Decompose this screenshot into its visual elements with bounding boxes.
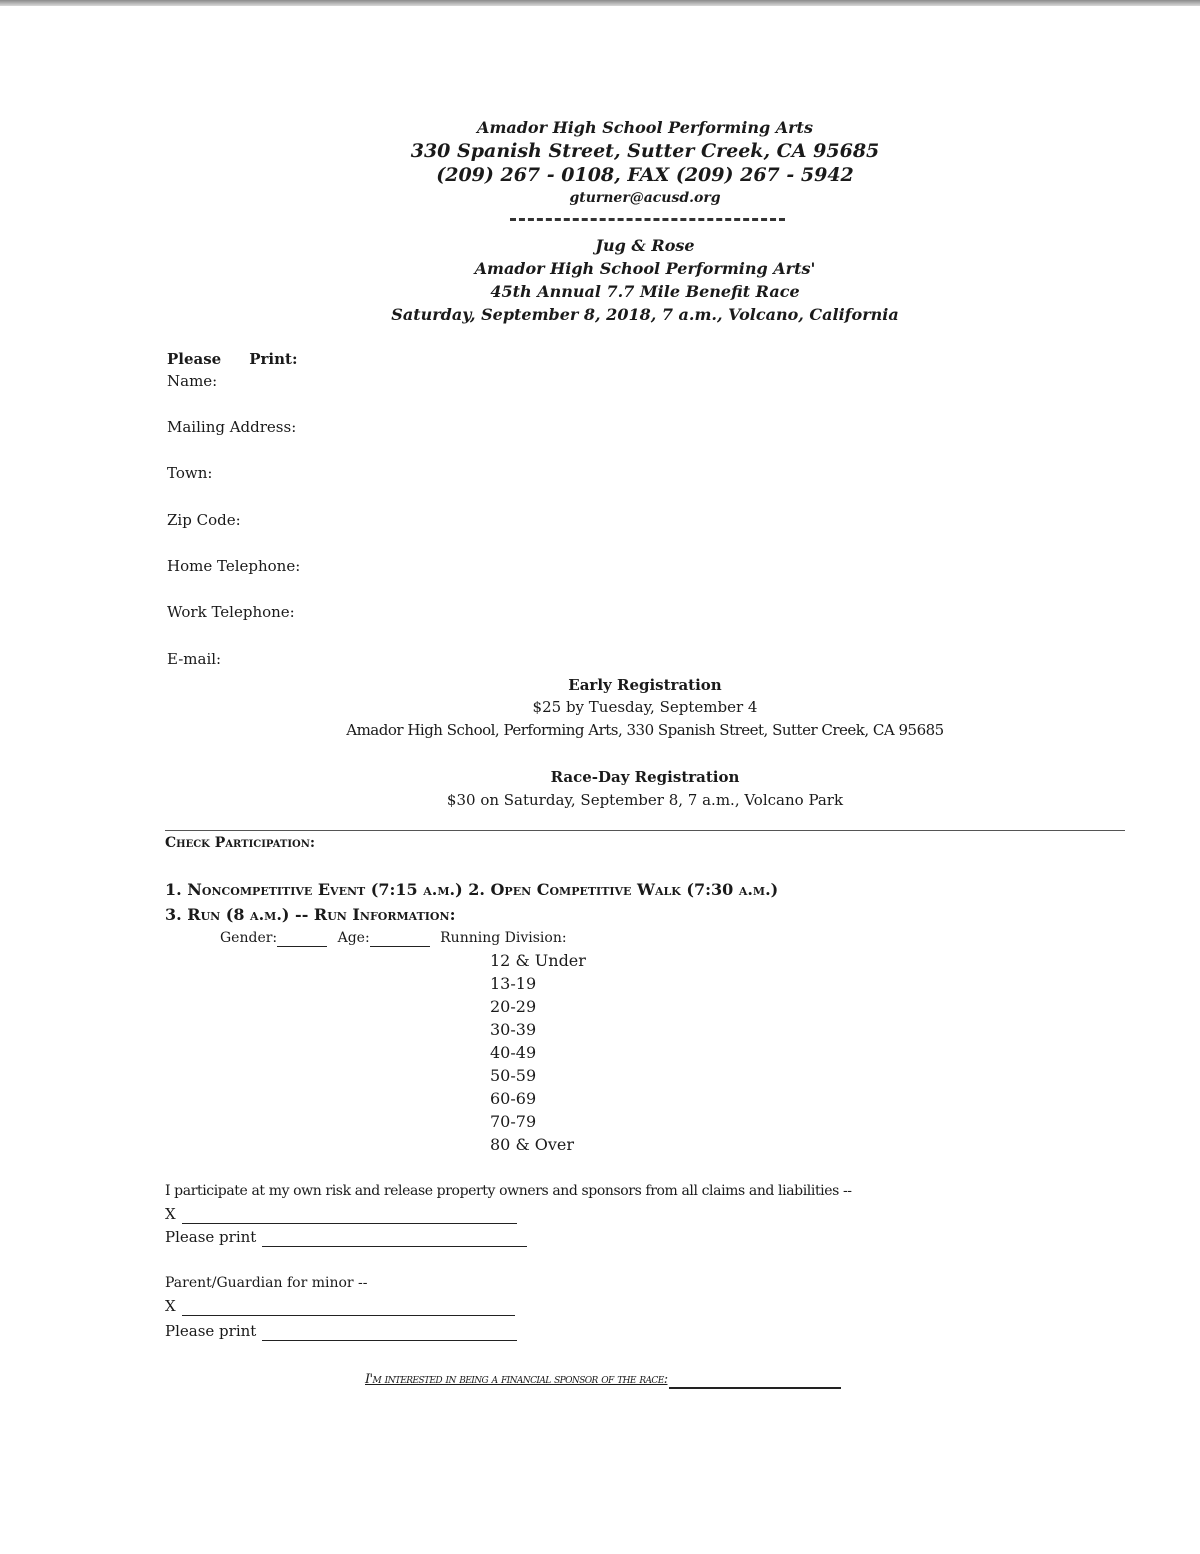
print-word: Print:: [249, 350, 298, 368]
age-blank[interactable]: [370, 930, 430, 947]
email-field[interactable]: E-mail:: [167, 650, 222, 668]
event-date: Saturday, September 8, 2018, 7 a.m., Volcano, California: [391, 305, 899, 324]
division-option[interactable]: 30-39: [490, 1020, 537, 1039]
participation-options-line2[interactable]: 3. Run (8 a.m.) -- Run Information:: [165, 905, 456, 924]
please-word: Please: [167, 350, 222, 368]
home-telephone-field[interactable]: Home Telephone:: [167, 557, 301, 575]
org-phone: (209) 267 - 0108, FAX (209) 267 - 5942: [436, 164, 854, 186]
guardian-print-line[interactable]: [165, 1322, 517, 1341]
raceday-registration-title: Race-Day Registration: [550, 768, 740, 786]
please-print-label: [167, 350, 298, 368]
division-option[interactable]: 70-79: [490, 1112, 537, 1131]
signature-line[interactable]: [165, 1205, 517, 1224]
division-option[interactable]: 60-69: [490, 1089, 537, 1108]
org-address: 330 Spanish Street, Sutter Creek, CA 95685: [410, 140, 880, 162]
event-name: Jug & Rose: [595, 236, 695, 255]
division-option[interactable]: 40-49: [490, 1043, 537, 1062]
event-org: Amador High School Performing Arts': [474, 259, 816, 278]
division-option[interactable]: 80 & Over: [490, 1135, 575, 1154]
guardian-please-print-label: Please print: [165, 1322, 257, 1340]
division-option[interactable]: 20-29: [490, 997, 537, 1016]
early-registration-fee: $25 by Tuesday, September 4: [532, 698, 758, 716]
work-telephone-field[interactable]: Work Telephone:: [167, 603, 295, 621]
org-email: gturner@acusd.org: [569, 190, 721, 206]
name-field[interactable]: Name:: [167, 372, 218, 390]
division-option[interactable]: 12 & Under: [490, 951, 586, 970]
run-info-row: [220, 930, 567, 947]
sponsor-label: I'm interested in being a financial sponsor of the race:: [365, 1372, 668, 1387]
signature-blank[interactable]: [182, 1205, 517, 1224]
guardian-signature-blank[interactable]: [182, 1297, 515, 1316]
waiver-statement: I participate at my own risk and release property owners and sponsors from all claims and liabilities --: [165, 1183, 852, 1199]
print-name-blank[interactable]: [262, 1228, 527, 1247]
mailing-address-field[interactable]: Mailing Address:: [167, 418, 297, 436]
header-divider: [510, 218, 785, 221]
participation-options-line1[interactable]: 1. Noncompetitive Event (7:15 a.m.) 2. Open Competitive Walk (7:30 a.m.): [165, 880, 779, 899]
scan-top-edge: [0, 0, 1200, 6]
gender-label: Gender:: [220, 930, 278, 946]
print-name-line[interactable]: [165, 1228, 527, 1247]
sponsor-interest-line[interactable]: [365, 1372, 841, 1389]
signature-x: X: [165, 1205, 176, 1223]
guardian-print-blank[interactable]: [262, 1322, 517, 1341]
raceday-registration-fee: $30 on Saturday, September 8, 7 a.m., Volcano Park: [446, 791, 844, 809]
division-option[interactable]: 13-19: [490, 974, 537, 993]
please-print-label-2: Please print: [165, 1228, 257, 1246]
guardian-label: Parent/Guardian for minor --: [165, 1275, 368, 1291]
sponsor-blank[interactable]: [669, 1372, 841, 1389]
age-label: Age:: [337, 930, 370, 946]
division-option[interactable]: 50-59: [490, 1066, 537, 1085]
early-registration-title: Early Registration: [568, 676, 722, 694]
zip-code-field[interactable]: Zip Code:: [167, 511, 241, 529]
event-title: 45th Annual 7.7 Mile Benefit Race: [490, 282, 800, 301]
check-participation-heading: Check Participation:: [165, 835, 316, 851]
org-name: Amador High School Performing Arts: [477, 118, 813, 137]
gender-blank[interactable]: [277, 930, 327, 947]
running-division-label: Running Division:: [440, 930, 567, 946]
guardian-signature-x: X: [165, 1297, 176, 1315]
guardian-signature-line[interactable]: [165, 1297, 515, 1316]
section-divider: [165, 830, 1125, 831]
early-registration-location: Amador High School, Performing Arts, 330 Spanish Street, Sutter Creek, CA 95685: [346, 721, 944, 739]
town-field[interactable]: Town:: [167, 464, 213, 482]
